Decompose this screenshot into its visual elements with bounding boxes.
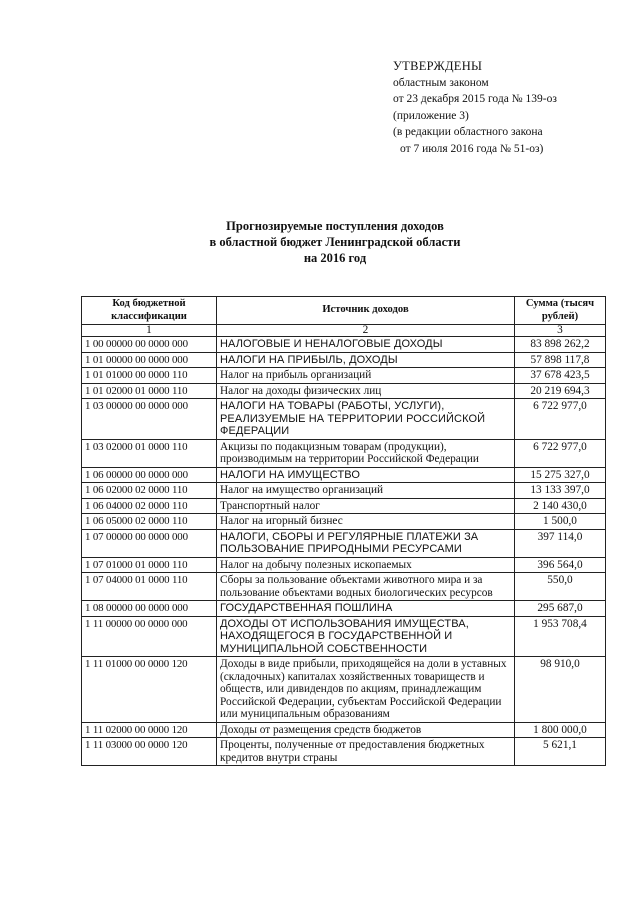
budget-code-cell: 1 01 00000 00 0000 000 xyxy=(82,352,217,368)
amount-cell: 2 140 430,0 xyxy=(515,498,606,514)
amount-cell: 98 910,0 xyxy=(515,657,606,723)
table-row xyxy=(82,557,606,573)
income-source-cell: Проценты, полученные от предоставления бюджетных кредитов внутри страны xyxy=(217,738,515,766)
table-row xyxy=(82,573,606,601)
approval-heading: УТВЕРЖДЕНЫ xyxy=(393,59,483,73)
table-row xyxy=(82,498,606,514)
amount-cell: 20 219 694,3 xyxy=(515,383,606,399)
budget-code-cell: 1 11 01000 00 0000 120 xyxy=(82,657,217,723)
income-source-cell: Налог на прибыль организаций xyxy=(217,368,515,384)
amount-cell: 37 678 423,5 xyxy=(515,368,606,384)
amount-cell: 397 114,0 xyxy=(515,529,606,557)
table-row xyxy=(82,337,606,353)
amount-cell: 1 953 708,4 xyxy=(515,616,606,657)
budget-code-cell: 1 06 00000 00 0000 000 xyxy=(82,467,217,483)
budget-code-cell: 1 07 04000 01 0000 110 xyxy=(82,573,217,601)
budget-code-cell: 1 11 02000 00 0000 120 xyxy=(82,722,217,738)
income-source-cell: НАЛОГОВЫЕ И НЕНАЛОГОВЫЕ ДОХОДЫ xyxy=(217,337,515,353)
income-source-cell: Транспортный налог xyxy=(217,498,515,514)
income-source-cell: Акцизы по подакцизным товарам (продукции), производимым на территории Российской Федерации xyxy=(217,439,515,467)
budget-code-cell: 1 06 04000 02 0000 110 xyxy=(82,498,217,514)
revenue-table xyxy=(81,296,606,766)
income-source-cell: Доходы в виде прибыли, приходящейся на доли в уставных (складочных) капиталах хозяйственных товариществ и обществ, или дивидендов по акциям, принадлежащим Российской Федерации, субъектам Российской Федерации или муниципальным образованиям xyxy=(217,657,515,723)
budget-code-cell: 1 03 02000 01 0000 110 xyxy=(82,439,217,467)
amount-cell: 550,0 xyxy=(515,573,606,601)
amount-cell: 13 133 397,0 xyxy=(515,483,606,499)
income-source-cell: НАЛОГИ, СБОРЫ И РЕГУЛЯРНЫЕ ПЛАТЕЖИ ЗА ПОЛЬЗОВАНИЕ ПРИРОДНЫМИ РЕСУРСАМИ xyxy=(217,529,515,557)
approval-line: областным законом xyxy=(393,76,489,89)
header-code: Код бюджетной классификации xyxy=(82,297,217,325)
table-row xyxy=(82,467,606,483)
title-line: на 2016 год xyxy=(303,251,367,265)
table-row xyxy=(82,483,606,499)
budget-code-cell: 1 07 01000 01 0000 110 xyxy=(82,557,217,573)
amount-cell: 295 687,0 xyxy=(515,601,606,617)
income-source-cell: Налог на добычу полезных ископаемых xyxy=(217,557,515,573)
table-row xyxy=(82,368,606,384)
table-row xyxy=(82,616,606,657)
approval-line: (в редакции областного закона xyxy=(393,126,543,138)
table-row xyxy=(82,738,606,766)
column-number: 3 xyxy=(515,325,606,337)
approval-block xyxy=(393,58,633,157)
table-row xyxy=(82,529,606,557)
table-row xyxy=(82,514,606,530)
amount-cell: 396 564,0 xyxy=(515,557,606,573)
budget-code-cell: 1 08 00000 00 0000 000 xyxy=(82,601,217,617)
title-line: Прогнозируемые поступления доходов xyxy=(226,219,444,233)
income-source-cell: Налог на доходы физических лиц xyxy=(217,383,515,399)
table-body xyxy=(82,337,606,766)
approval-line: от 23 декабря 2015 года № 139-оз xyxy=(393,93,557,105)
income-source-cell: НАЛОГИ НА ТОВАРЫ (РАБОТЫ, УСЛУГИ), РЕАЛИЗУЕМЫЕ НА ТЕРРИТОРИИ РОССИЙСКОЙ ФЕДЕРАЦИИ xyxy=(217,399,515,440)
budget-code-cell: 1 01 01000 00 0000 110 xyxy=(82,368,217,384)
table-row xyxy=(82,352,606,368)
amount-cell: 5 621,1 xyxy=(515,738,606,766)
amount-cell: 1 800 000,0 xyxy=(515,722,606,738)
budget-code-cell: 1 07 00000 00 0000 000 xyxy=(82,529,217,557)
budget-code-cell: 1 11 00000 00 0000 000 xyxy=(82,616,217,657)
budget-code-cell: 1 11 03000 00 0000 120 xyxy=(82,738,217,766)
amount-cell: 57 898 117,8 xyxy=(515,352,606,368)
document-title xyxy=(150,218,520,266)
table-row xyxy=(82,383,606,399)
income-source-cell: ДОХОДЫ ОТ ИСПОЛЬЗОВАНИЯ ИМУЩЕСТВА, НАХОДЯЩЕГОСЯ В ГОСУДАРСТВЕННОЙ И МУНИЦИПАЛЬНОЙ СОБСТВЕННОСТИ xyxy=(217,616,515,657)
header-source: Источник доходов xyxy=(217,297,515,325)
budget-code-cell: 1 01 02000 01 0000 110 xyxy=(82,383,217,399)
income-source-cell: Налог на имущество организаций xyxy=(217,483,515,499)
amount-cell: 15 275 327,0 xyxy=(515,467,606,483)
column-number: 1 xyxy=(82,325,217,337)
income-source-cell: Налог на игорный бизнес xyxy=(217,514,515,530)
income-source-cell: НАЛОГИ НА ИМУЩЕСТВО xyxy=(217,467,515,483)
table-row xyxy=(82,657,606,723)
title-line: в областной бюджет Ленинградской области xyxy=(209,235,461,249)
income-source-cell: ГОСУДАРСТВЕННАЯ ПОШЛИНА xyxy=(217,601,515,617)
header-sum: Сумма (тысяч рублей) xyxy=(515,297,606,325)
amount-cell: 1 500,0 xyxy=(515,514,606,530)
budget-code-cell: 1 06 05000 02 0000 110 xyxy=(82,514,217,530)
budget-code-cell: 1 00 00000 00 0000 000 xyxy=(82,337,217,353)
budget-code-cell: 1 06 02000 02 0000 110 xyxy=(82,483,217,499)
column-number: 2 xyxy=(217,325,515,337)
amount-cell: 83 898 262,2 xyxy=(515,337,606,353)
income-source-cell: НАЛОГИ НА ПРИБЫЛЬ, ДОХОДЫ xyxy=(217,352,515,368)
table-row xyxy=(82,399,606,440)
income-source-cell: Доходы от размещения средств бюджетов xyxy=(217,722,515,738)
income-source-cell: Сборы за пользование объектами животного мира и за пользование объектами водных биологических ресурсов xyxy=(217,573,515,601)
amount-cell: 6 722 977,0 xyxy=(515,439,606,467)
table-row xyxy=(82,722,606,738)
approval-line: (приложение 3) xyxy=(393,109,469,122)
amount-cell: 6 722 977,0 xyxy=(515,399,606,440)
table-row xyxy=(82,439,606,467)
budget-code-cell: 1 03 00000 00 0000 000 xyxy=(82,399,217,440)
table-row xyxy=(82,601,606,617)
approval-line: от 7 июля 2016 года № 51-оз) xyxy=(400,142,544,155)
